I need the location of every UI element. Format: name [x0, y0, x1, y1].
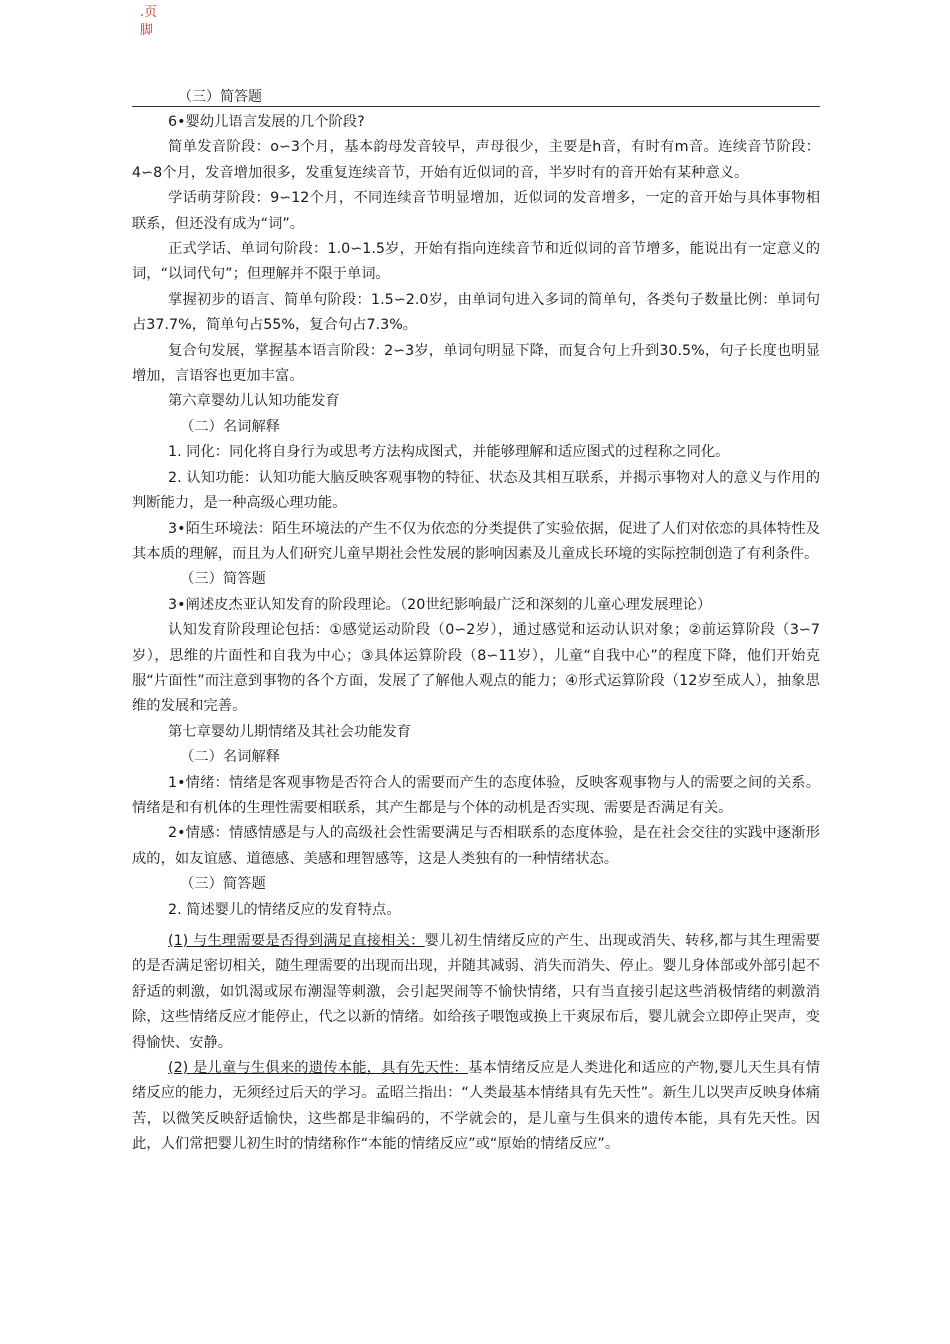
paragraph: 1•情绪：情绪是客观事物是否符合人的需要而产生的态度体验，反映客观事物与人的需要之间的关系。情绪是和有机体的生理性需要相联系，其产生都是与个体的动机是否实现、需要是否满足有关。 [132, 774, 820, 816]
section-heading: （三）简答题 [178, 89, 262, 105]
paragraph: 3•陌生环境法：陌生环境法的产生不仅为依恋的分类提供了实验依据，促进了人们对依恋的具体特性及其本质的理解，而且为人们研究儿童早期社会性发展的影响因素及儿童成长环境的实际控制创造了有利条件。 [132, 520, 820, 562]
underlined-lead: (2) 是儿童与生俱来的遗传本能，具有先天性： [168, 1060, 469, 1077]
paragraph: 2. 简述婴儿的情绪反应的发育特点。 [168, 901, 401, 918]
footer-label: .页脚 [140, 5, 158, 38]
paragraph: 掌握初步的语言、简单句阶段：1.5∽2.0岁，由单词句进入多词的简单句，各类句子数量比例：单词句占37.7%，简单句占55%，复合句占7.3%。 [132, 291, 820, 334]
paragraph: 认知发育阶段理论包括：①感觉运动阶段（0∽2岁），通过感觉和运动认识对象；②前运算阶段（3∽7岁），思维的片面性和自我为中心；③具体运算阶段（8∽11岁），儿童“自我中心”的程度下降，他们开始克服“片面性”而注意到事物的各个方面，发展了了解他人观点的能力；④形式运算阶段（12岁至成人），抽象思维的发展和完善。 [132, 622, 820, 715]
paragraph-text: 婴儿初生情绪反应的产生、出现或消失、转移,都与其生理需要的是否满足密切相关，随生理需要的出现而出现，并随其减弱、消失而消失、停止。婴儿身体部或外部引起不舒适的刺激，如饥渴或尿布潮湿等刺激，会引起哭闹等不愉快情绪，只有当直接引起这些消极情绪的刺激消除，这些情绪反应才能停止，代之以新的情绪。如给孩子喂饱或换上干爽尿布后，婴儿就会立即停止哭声，变得愉快、安静。 [132, 933, 820, 1051]
paragraph: 3•阐述皮杰亚认知发育的阶段理论。（20世纪影响最广泛和深刻的儿童心理发展理论） [168, 596, 712, 613]
paragraph: 正式学话、单词句阶段：1.0∽1.5岁，开始有指向连续音节和近似词的音节增多，能说出有一定意义的词，“以词代句”；但理解并不限于单词。 [132, 241, 820, 283]
paragraph: 简单发音阶段：o∽3个月，基本韵母发音较早，声母很少，主要是h音，有时有m音。连续音节阶段：4∽8个月，发音增加很多，发重复连续音节，开始有近似词的音，半岁时有的音开始有某种意义。 [132, 139, 820, 181]
paragraph: 2•情感：情感情感是与人的高级社会性需要满足与否相联系的态度体验，是在社会交往的实践中逐渐形成的，如友谊感、道德感、美感和理智感等，这是人类独有的一种情绪状态。 [132, 825, 820, 867]
subsection-heading: （二）名词解释 [180, 418, 281, 435]
chapter-heading: 第七章婴幼儿期情绪及其社会功能发育 [168, 723, 412, 740]
paragraph: 1. 同化：同化将自身行为或思考方法构成图式，并能够理解和适应图式的过程称之同化。 [168, 444, 730, 461]
paragraph [132, 1056, 820, 1158]
paragraph [132, 929, 820, 1056]
question-heading: 6•婴幼儿语言发展的几个阶段? [168, 114, 365, 130]
subsection-heading: （二）名词解释 [180, 749, 281, 766]
underlined-lead: (1) 与生理需要是否得到满足直接相关： [168, 933, 425, 949]
paragraph: 2. 认知功能：认知功能大脑反映客观事物的特征、状态及其相互联系，并揭示事物对人的意义与作用的判断能力，是一种高级心理功能。 [132, 469, 820, 512]
paragraph: 复合句发展，掌握基本语言阶段：2∽3岁，单词句明显下降，而复合句上升到30.5%，句子长度也明显增加，言语容也更加丰富。 [132, 342, 820, 385]
document-body [132, 110, 820, 1158]
paragraph-text: 基本情绪反应是人类进化和适应的产物,婴儿天生具有情绪反应的能力，无须经过后天的学习。孟昭兰指出：“人类最基本情绪具有先天性”。新生儿以哭声反映身体痛苦，以微笑反映舒适愉快，这些都是非编码的，不学就会的，是儿童与生俱来的遗传本能，具有先天性。因此，人们常把婴儿初生时的情绪称作“本能的情绪反应”或“原始的情绪反应”。 [132, 1060, 821, 1153]
paragraph: 学话萌芽阶段：9∽12个月，不同连续音节明显增加，近似词的发音增多，一定的音开始与具体事物相联系，但还没有成为“词”。 [132, 190, 820, 232]
subsection-heading: （三）简答题 [180, 571, 266, 588]
chapter-heading: 第六章婴幼儿认知功能发育 [168, 393, 340, 410]
divider [132, 106, 820, 107]
subsection-heading: （三）简答题 [180, 876, 266, 893]
